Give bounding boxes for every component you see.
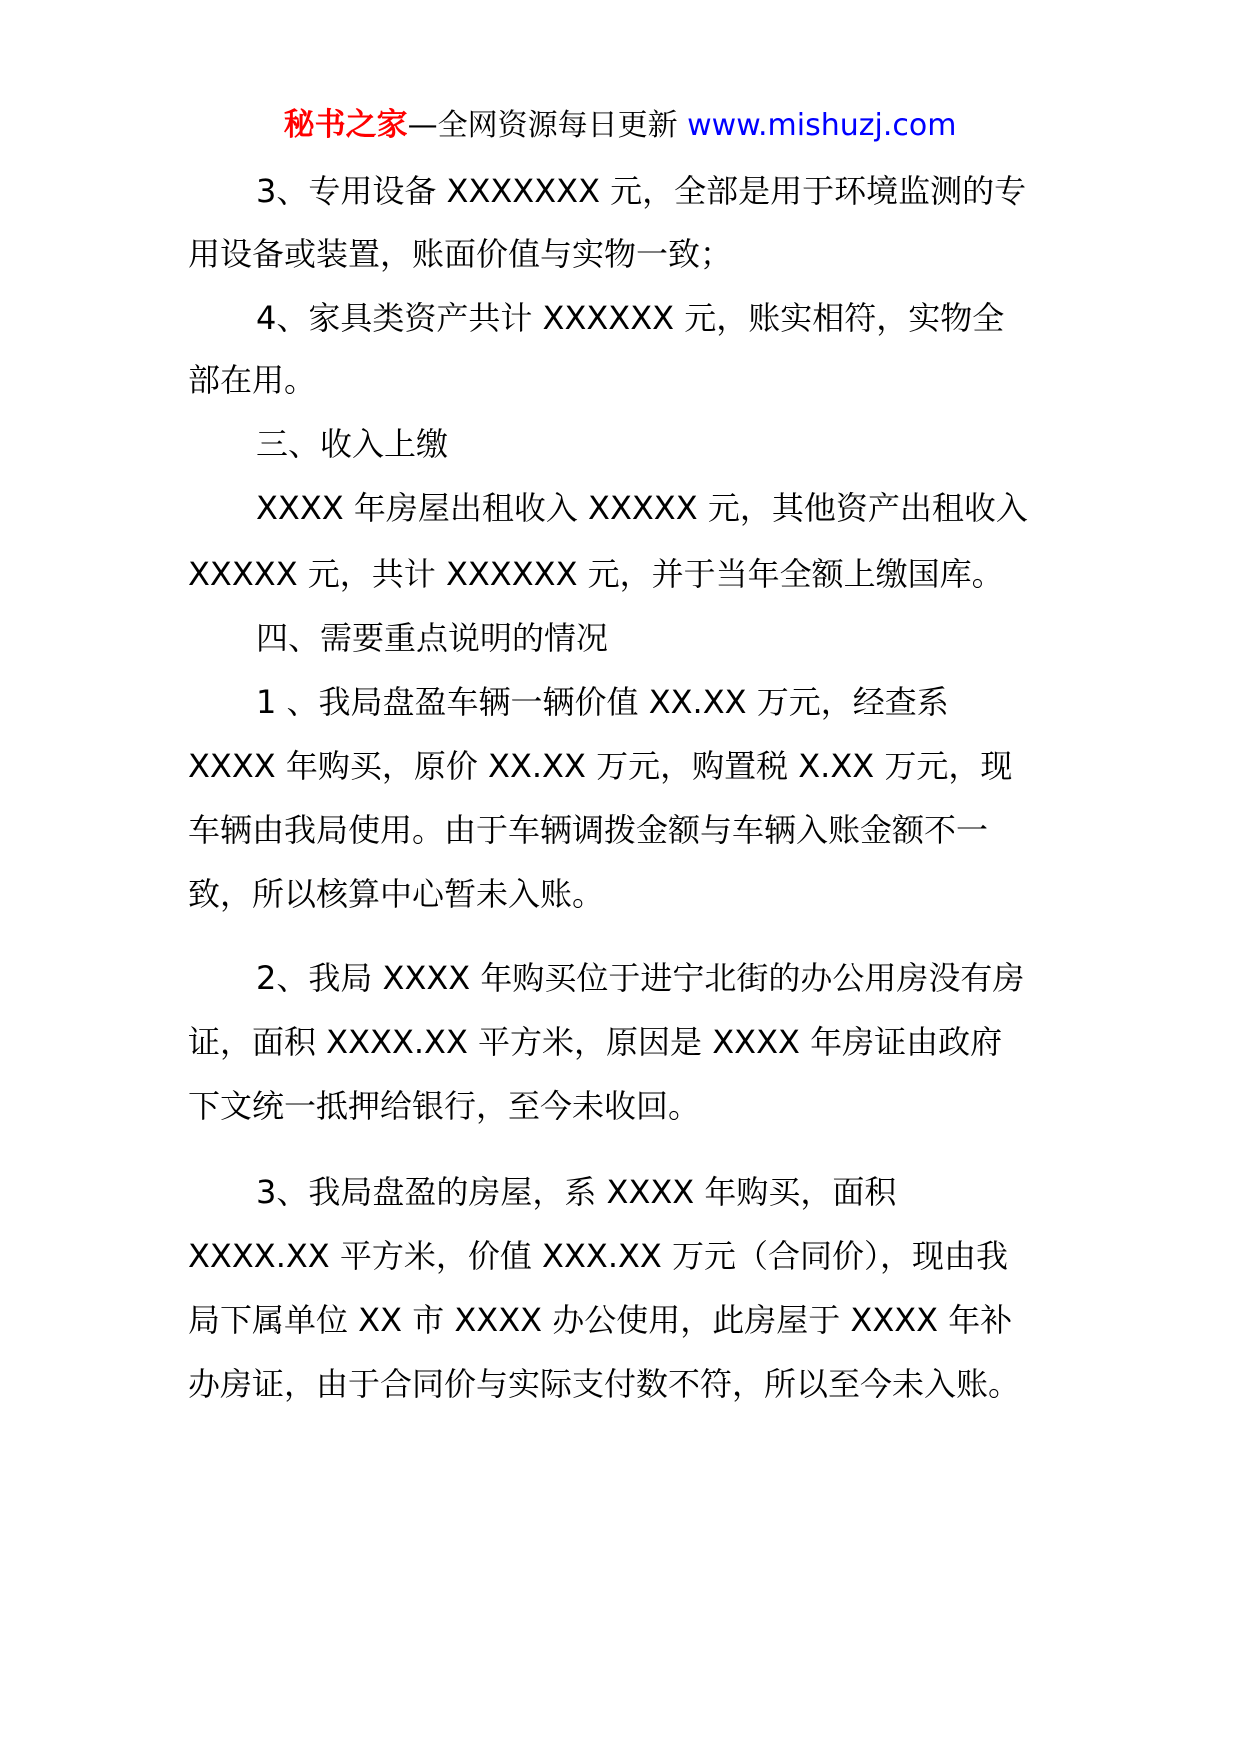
text-line: 部在用。 (188, 361, 317, 399)
site-url-link[interactable]: www.mishuzj.com (687, 108, 957, 143)
text-line: 4、家具类资产共计 XXXXXX 元，账实相符，实物全 (256, 299, 1005, 337)
site-slogan: —全网资源每日更新 (407, 108, 678, 143)
text-line: 3、我局盘盈的房屋，系 XXXX 年购买，面积 (256, 1173, 897, 1211)
text-line: 2、我局 XXXX 年购买位于进宁北街的办公用房没有房 (256, 959, 1025, 997)
text-line: 致，所以核算中心暂未入账。 (188, 875, 605, 913)
text-line: 证，面积 XXXX.XX 平方米，原因是 XXXX 年房证由政府 (188, 1023, 1003, 1061)
section-heading: 三、收入上缴 (256, 425, 449, 463)
text-line: 3、专用设备 XXXXXXX 元，全部是用于环境监测的专 (256, 172, 1027, 210)
text-line: 用设备或装置，账面价值与实物一致； (188, 235, 733, 273)
text-line: 1 、我局盘盈车辆一辆价值 XX.XX 万元，经查系 (256, 683, 949, 721)
text-line: XXXX.XX 平方米，价值 XXX.XX 万元（合同价），现由我 (188, 1237, 1009, 1275)
text-line: 局下属单位 XX 市 XXXX 办公使用，此房屋于 XXXX 年补 (188, 1301, 1013, 1339)
page-header (0, 100, 1240, 150)
text-line: XXXX 年房屋出租收入 XXXXX 元，其他资产出租收入 (256, 489, 1028, 527)
text-line: 车辆由我局使用。由于车辆调拨金额与车辆入账金额不一 (188, 811, 989, 849)
site-brand: 秘书之家 (283, 107, 408, 143)
text-line: XXXX 年购买，原价 XX.XX 万元，购置税 X.XX 万元，现 (188, 747, 1013, 785)
section-heading: 四、需要重点说明的情况 (256, 619, 609, 657)
text-line: 下文统一抵押给银行，至今未收回。 (188, 1087, 701, 1125)
text-line: 办房证，由于合同价与实际支付数不符，所以至今未入账。 (188, 1365, 1021, 1403)
text-line: XXXXX 元，共计 XXXXXX 元，并于当年全额上缴国库。 (188, 555, 1004, 593)
